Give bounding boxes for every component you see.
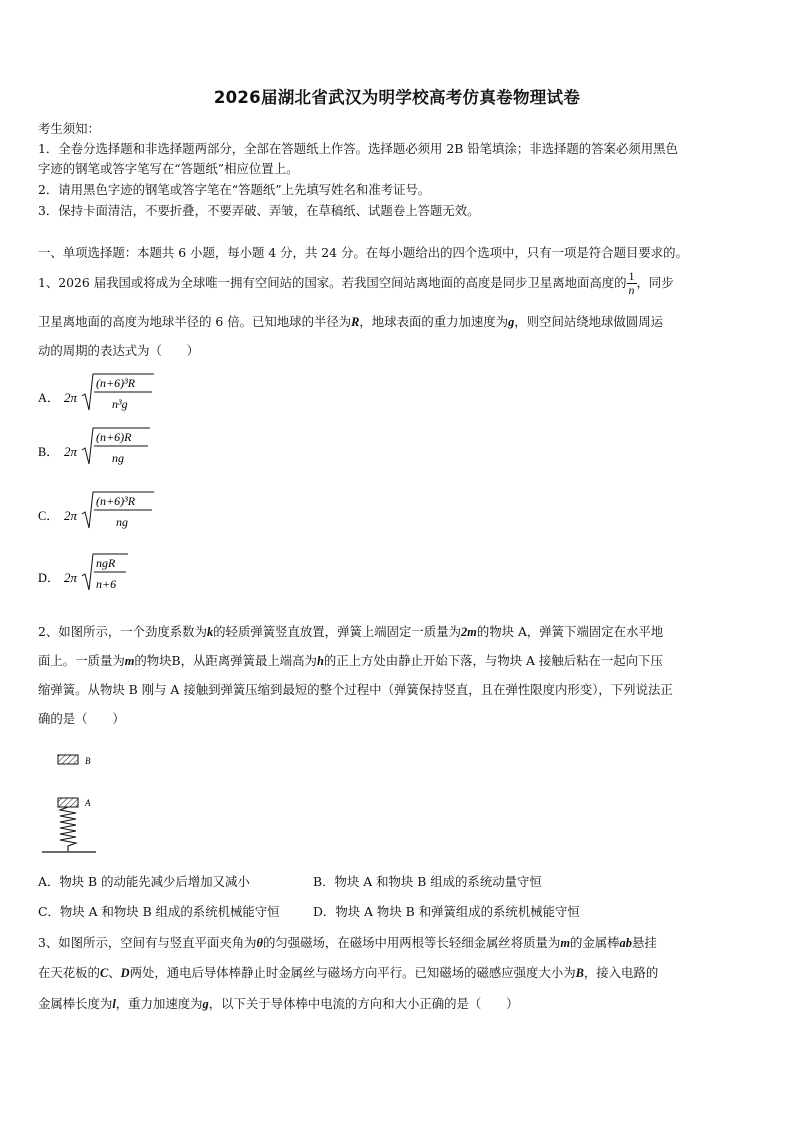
q1-text: 1、2026 届我国或将成为全球唯一拥有空间站的国家。若我国空间站离地面的高度是同步卫星离地面高度的 [38,275,627,291]
q3-var-C: C [99,966,109,980]
option-denominator: ng [116,515,128,529]
option-label: B． [38,445,59,459]
q2-line2 [38,652,663,671]
option-label: D． [38,571,60,585]
option-denominator: n+6 [96,577,117,591]
q3-line2 [38,964,658,983]
q2-var-k: k [206,625,214,639]
q2-text: 的轻质弹簧竖直放置，弹簧上端固定一质量为 [213,624,461,639]
q1-frac-den: n [628,283,635,298]
q2-option-d[interactable]: D．物块 A 物块 B 和弹簧组成的系统机械能守恒 [313,904,580,919]
option-denominator: n³g [112,397,128,411]
option-numerator: (n+6)³R [96,376,136,390]
notice-item-3: 3．保持卡面清洁，不要折叠，不要弄破、弄皱，在草稿纸、试题卷上答题无效。 [38,203,480,218]
option-label: A． [38,391,60,405]
q1-line2 [38,313,663,332]
q1-line1 [38,270,674,297]
q3-var-D: D [120,966,130,980]
q2-var-h: h [316,654,324,668]
q1-option-c[interactable] [38,492,154,529]
q3-text: 两处，通电后导体棒静止时金属丝与磁场方向平行。已知磁场的磁感应强度大小为 [129,965,576,980]
option-coef: 2π [64,390,78,405]
option-numerator: (n+6)R [96,430,132,444]
q1-option-a[interactable] [38,374,154,411]
notice-item-2: 2．请用黑色字迹的钢笔或答字笔在“答题纸”上先填写姓名和准考证号。 [38,182,431,197]
q3-var-l: l [112,997,116,1011]
notice-item-1-cont: 字迹的钢笔或答字笔写在“答题纸”相应位置上。 [38,161,299,176]
q2-text: 的物块B，从距离弹簧最上端高为 [134,653,317,668]
spring [60,807,76,851]
q3-text: ，以下关于导体棒中电流的方向和大小正确的是（ ） [208,996,519,1011]
q1-frac-num: 1 [628,269,635,283]
section-heading: 一、单项选择题：本题共 6 小题，每小题 4 分，共 24 分。在每小题给出的四个选项中，只有一项是符合题目要求的。 [38,245,688,260]
q2-option-c[interactable]: C．物块 A 和物块 B 组成的系统机械能守恒 [38,904,280,919]
q2-option-a[interactable]: A．物块 B 的动能先减少后增加又减小 [38,874,250,889]
option-coef: 2π [64,508,78,523]
q3-text: 金属棒长度为 [38,996,113,1011]
q3-var-g: g [202,997,209,1011]
q2-text: 面上。一质量为 [38,653,125,668]
q1-fraction [627,270,637,297]
q1-text: ，则空间站绕地球做圆周运 [514,314,663,329]
q1-line3: 动的周期的表达式为（ ） [38,343,200,358]
q1-option-d[interactable] [38,554,128,591]
q3-text: 3、如图所示，空间有与竖直平面夹角为 [38,935,257,950]
q3-text: 在天花板的 [38,965,100,980]
block-b [58,755,78,764]
q3-line3 [38,995,519,1014]
option-denominator: ng [112,451,124,465]
q1-var-R: R [351,315,360,329]
q2-line4: 确的是（ ） [38,711,125,726]
q1-options [36,370,236,610]
label-b: B [85,756,91,766]
q1-text: ，地球表面的重力加速度为 [359,314,509,329]
q2-text: 2、如图所示，一个劲度系数为 [38,624,207,639]
q3-var-ab: ab [619,936,632,950]
q1-text: 卫星离地面的高度为地球半径的 6 倍。已知地球的半径为 [38,314,352,329]
q3-text: 悬挂 [631,935,657,950]
q3-text: ，接入电路的 [583,965,659,980]
q3-var-theta: θ [256,936,263,950]
q3-text: 、 [108,965,121,980]
q2-text: 的物块 A，弹簧下端固定在水平地 [476,624,664,639]
q3-text: ，重力加速度为 [115,996,203,1011]
q1-var-g: g [508,315,515,329]
option-numerator: ngR [96,556,116,570]
q2-text: 的正上方处由静止开始下落，与物块 A 接触后粘在一起向下压 [323,653,663,668]
q2-option-b[interactable]: B．物块 A 和物块 B 组成的系统动量守恒 [313,874,542,889]
option-label: C． [38,509,59,523]
q2-var-m: m [124,654,135,668]
option-coef: 2π [64,570,78,585]
q2-line1 [38,623,663,642]
block-a [58,798,78,807]
q3-line1 [38,934,657,953]
q3-var-m: m [560,936,570,950]
notice-item-1: 1．全卷分选择题和非选择题两部分，全部在答题纸上作答。选择题必须用 2B 铅笔填涂；非选择题的答案必须用黑色 [38,141,678,156]
q3-var-B: B [575,966,584,980]
option-coef: 2π [64,444,78,459]
q3-text: 的匀强磁场，在磁场中用两根等长轻细金属丝将质量为 [262,935,561,950]
label-a: A [85,798,91,808]
q2-spring-figure [38,748,118,858]
q1-text-end: ，同步 [636,275,674,291]
q2-line3: 缩弹簧。从物块 B 刚与 A 接触到弹簧压缩到最短的整个过程中（弹簧保持竖直，且在弹性限度内形变），下列说法正 [38,682,673,697]
q2-var-2m: 2m [460,625,477,639]
notice-heading: 考生须知： [38,121,100,136]
page-title: 2026届湖北省武汉为明学校高考仿真卷物理试卷 [213,88,581,107]
q3-text: 的金属棒 [569,935,620,950]
q1-option-b[interactable] [38,428,150,465]
option-numerator: (n+6)³R [96,494,136,508]
